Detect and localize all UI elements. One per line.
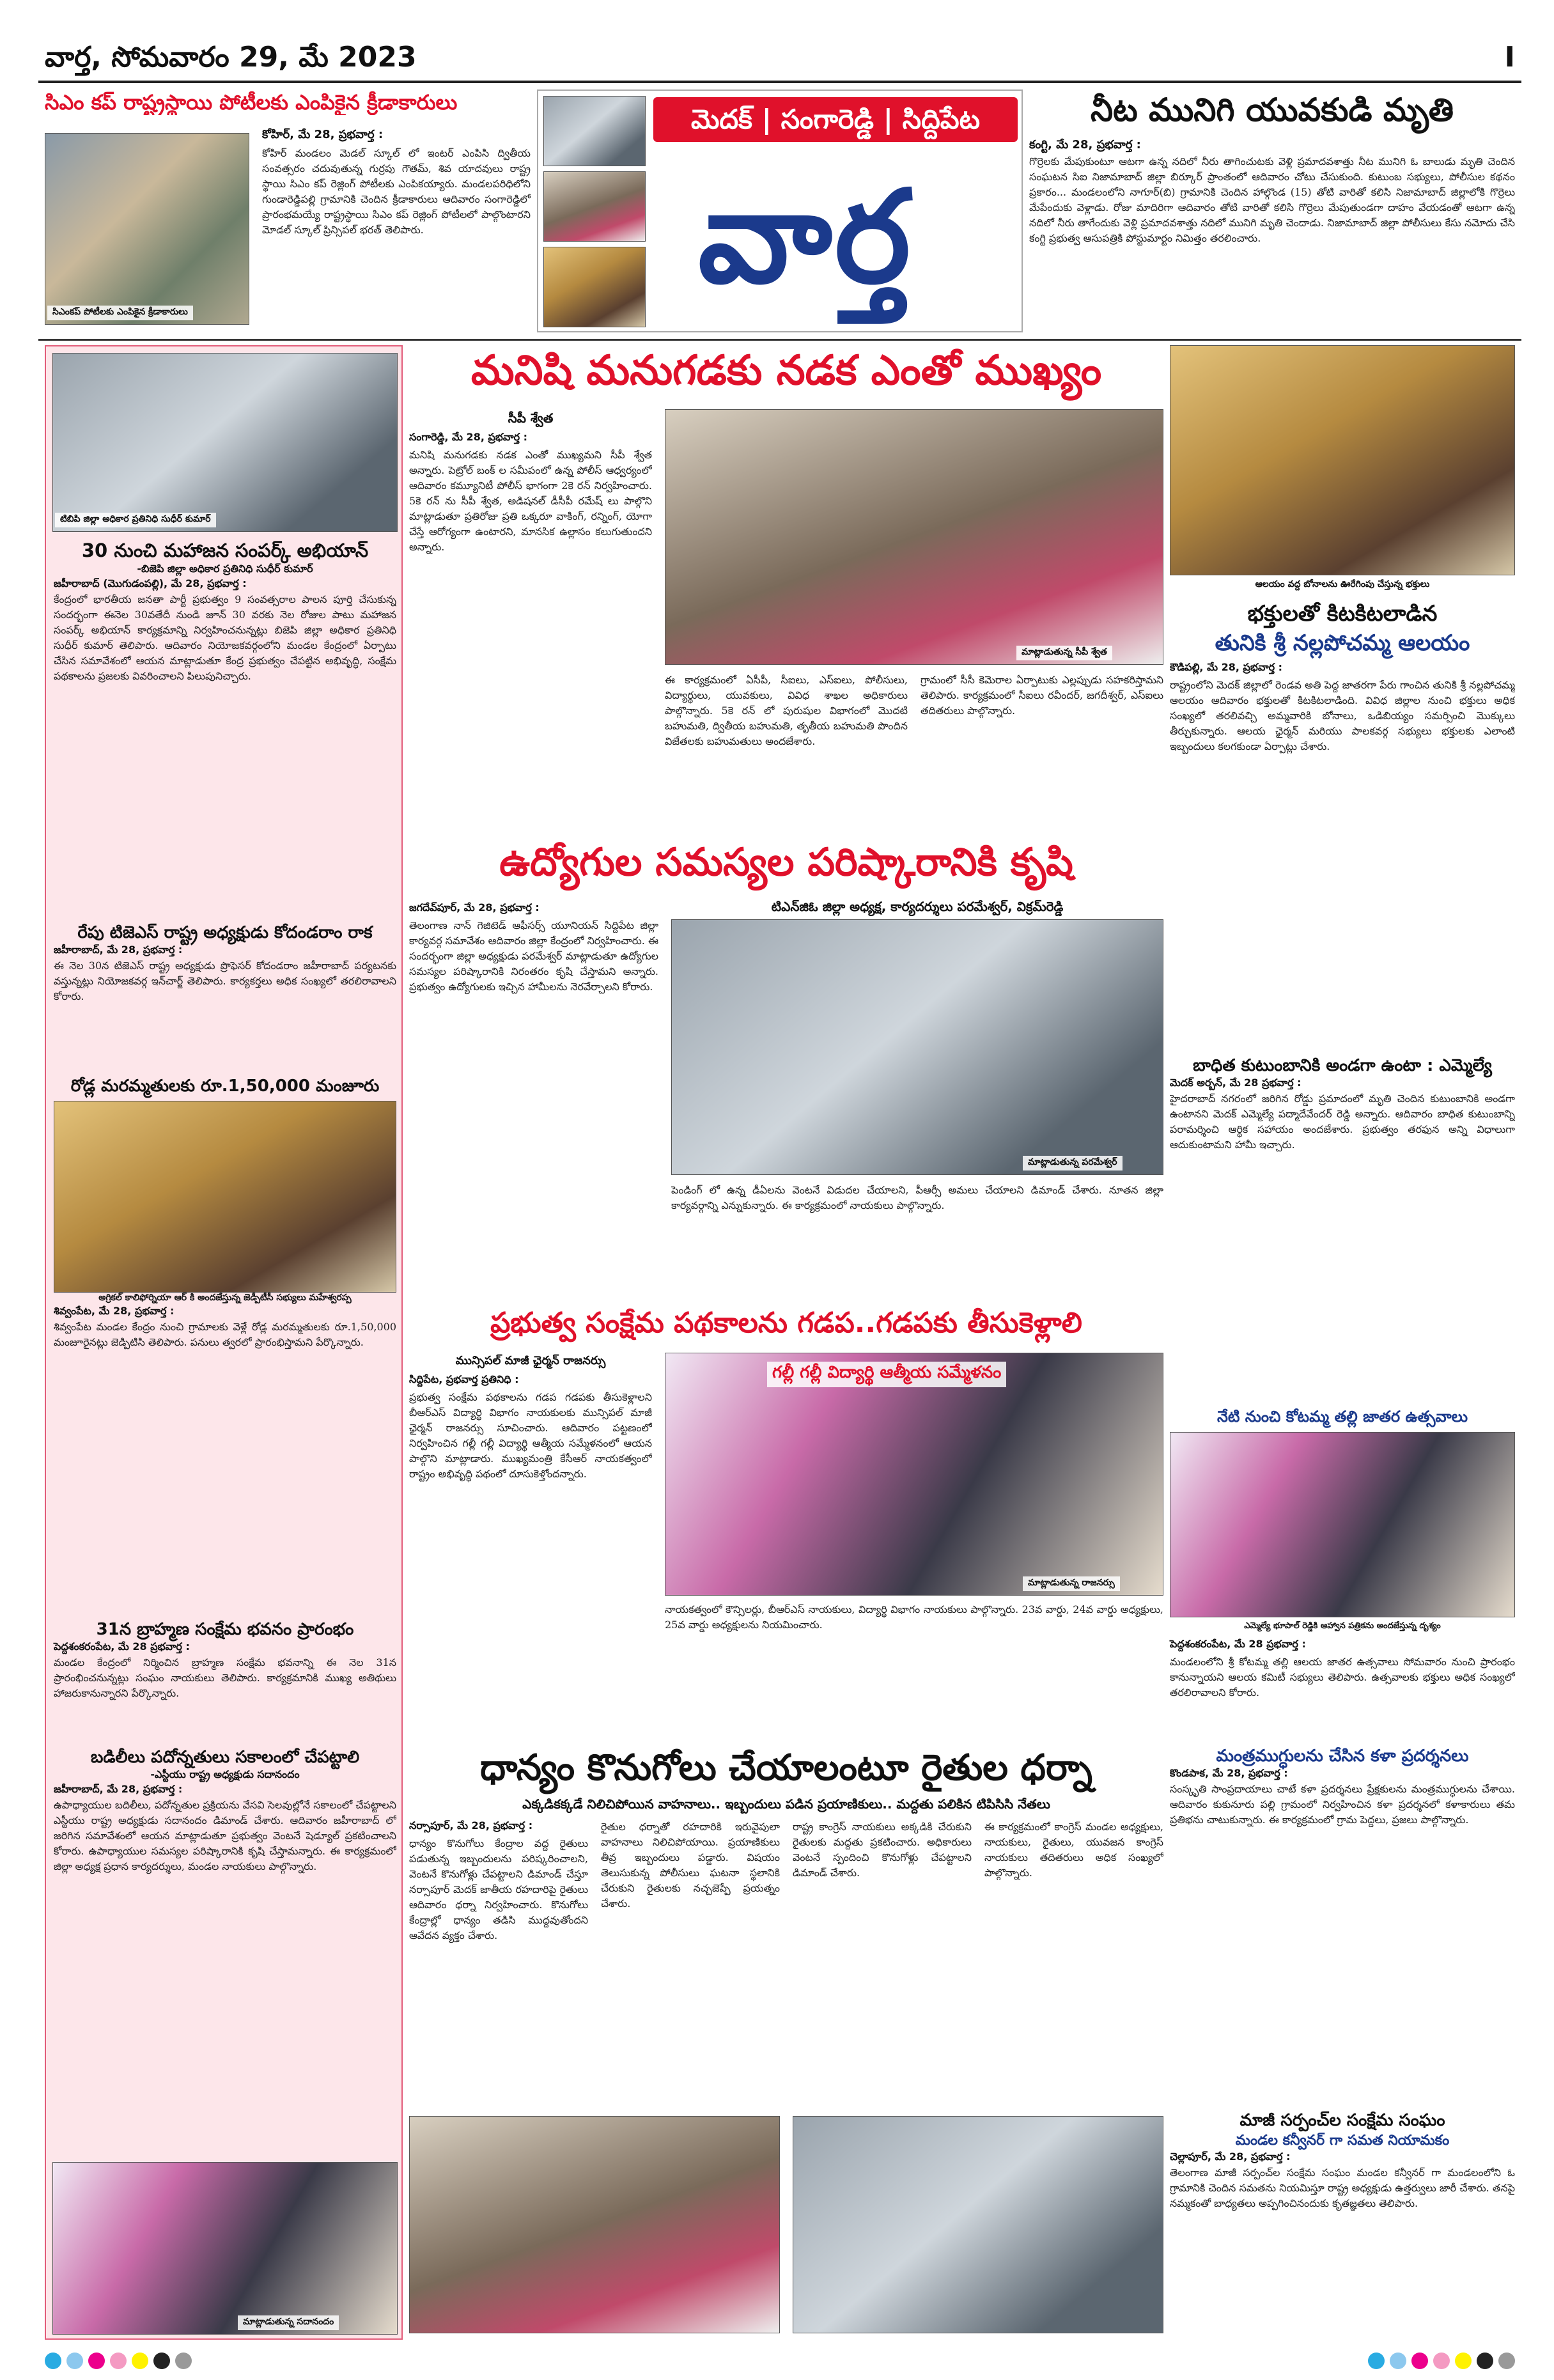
- headline: మనిషి మనుగడకు నడక ఎంతో ముఖ్యం: [470, 347, 1102, 394]
- dharna-photo-2: [793, 2116, 1163, 2333]
- article-brahmana: [54, 1619, 396, 1745]
- date-line: వార్త, సోమవారం 29, మే 2023: [45, 41, 417, 74]
- dateline: కొండపాక, మే 28, ప్రభవార్త :: [1170, 1767, 1288, 1779]
- subheadline: మండల కన్వీనర్ గా సమత నియామకం: [1235, 2133, 1450, 2149]
- dateline: సంగారెడ్డి, మే 28, ప్రభవార్త :: [409, 431, 528, 443]
- headline: ఉద్యోగుల సమస్యల పరిష్కారానికి కృషి: [499, 840, 1073, 885]
- headline: మాజీ సర్పంచ్‌ల సంక్షేమ సంఘం: [1239, 2111, 1445, 2130]
- body-col-2: రైతుల ధర్నాతో రహదారికి ఇరువైపులా వాహనాలు నిలిచిపోయాయి. ప్రయాణికులు తీవ్ర ఇబ్బందులు పడ్డారు. విషయం తెలుసుకున్న పోలీసులు ఘటనా స్థలానికి చేరుకుని రైతులకు నచ్చజెప్పే ప్రయత్నం చేశారు.: [601, 1821, 780, 1909]
- photo-caption: సిఎంకప్ పోటీలకు ఎంపికైన క్రీడాకారులు: [47, 306, 193, 320]
- registration-dot: [1477, 2353, 1493, 2369]
- body: హైదరాబాద్ నగరంలో జరిగిన రోడ్డు ప్రమాదంలో మృతి చెందిన కుటుంబానికి అండగా ఉంటానని మెదక్ ఎమ్మెల్యే పద్మాదేవేందర్ రెడ్డి అన్నారు. ఆదివారం బాధిత కుటుంబాన్ని పరామర్శించి ఆర్థిక సహాయం అందజేశారు. ప్రభుత్వం తరఫున అన్ని విధాలుగా ఆదుకుంటామని హామీ ఇచ్చారు.: [1170, 1093, 1515, 1151]
- photo-banner: గల్లీ గల్లీ విద్యార్థి ఆత్మీయ సమ్మేళనం: [767, 1362, 1006, 1387]
- body: శివ్వంపేట మండల కేంద్రం నుంచి గ్రామాలకు వెళ్లే రోడ్ల మరమ్మతులకు రూ.1,50,000 మంజూరైనట్లు జెడ్పిటిసి తెలిపారు. పనులు త్వరలో ప్రారంభిస్తామని పేర్కొన్నారు.: [54, 1321, 396, 1348]
- dateline: సిద్దిపేట, ప్రభవార్త ప్రతినిధి :: [409, 1373, 519, 1385]
- photo-caption: టిబిపి జిల్లా అధికార ప్రతినిధి సుధీర్ కుమార్: [55, 513, 216, 527]
- body-col-2: నాయకత్వంలో కౌన్సిలర్లు, బీఆర్ఎస్ నాయకులు, విద్యార్థి విభాగం నాయకులు పాల్గొన్నారు. 23వ వార్డు, 24వ వార్డు అధ్యక్షులు, 25వ వార్డు అధ్యక్షులను నియమించారు.: [665, 1603, 1163, 1631]
- headline: నేటి నుంచి కోటమ్మ తల్లి జాతర ఉత్సవాలు: [1216, 1408, 1468, 1426]
- photo-caption: మాట్లాడుతున్న సీపీ శ్వేత: [1016, 646, 1112, 660]
- body: మండల కేంద్రంలో నిర్మించిన బ్రాహ్మణ సంక్షేమ భవనాన్ని ఈ నెల 31న ప్రారంభించనున్నట్లు సంఘం నాయకులు తెలిపారు. కార్యక్రమానికి ముఖ్య అతిథులు హాజరుకానున్నారని పేర్కొన్నారు.: [54, 1656, 396, 1699]
- body: మండలంలోని శ్రీ కోటమ్మ తల్లి ఆలయ జాతర ఉత్సవాలు సోమవారం నుంచి ప్రారంభం కానున్నాయని ఆలయ కమిటీ సభ్యులు తెలిపారు. ఉత్సవాలకు భక్తులు అధిక సంఖ్యలో తరలిరావాలని కోరారు.: [1170, 1656, 1515, 1699]
- employees-photo: [671, 919, 1163, 1175]
- koumamma-photo: [1170, 1432, 1515, 1617]
- article-arts: [1170, 1745, 1515, 2103]
- photo-caption: ఎమ్మెల్యే భూపాల్ రెడ్డికి ఆహ్వాన పత్రికను అందజేస్తున్న దృశ్యం: [1244, 1621, 1441, 1631]
- article-sarpanch: [1170, 2110, 1515, 2340]
- registration-dot: [1411, 2353, 1428, 2369]
- registration-dot: [1498, 2353, 1515, 2369]
- left-column: [45, 345, 403, 2340]
- subheadline: -బిజెపి జిల్లా అధికార ప్రతినిధి సుధీర్ కుమార్: [137, 563, 313, 575]
- dateline: జహీరాబాద్, మే 28, ప్రభవార్త :: [54, 1783, 183, 1795]
- body-col-1: తెలంగాణ నాన్ గెజిటెడ్ ఆఫీసర్స్ యూనియన్ సిద్దిపేట జిల్లా కార్యవర్గ సమావేశం ఆదివారం జిల్లా కేంద్రంలో నిర్వహించారు. ఈ సందర్భంగా జిల్లా అధ్యక్షుడు పరమేశ్వర్ మాట్లాడుతూ ఉద్యోగుల సమస్యల పరిష్కారానికి నిరంతరం కృషి చేస్తామని అన్నారు. ప్రభుత్వం ఉద్యోగులకు ఇచ్చిన హామీలను నెరవేర్చాలని కోరారు.: [409, 919, 658, 993]
- body-col-1: ధాన్యం కొనుగోలు కేంద్రాల వద్ద రైతులు పడుతున్న ఇబ్బందులను పరిష్కరించాలని, వెంటనే కొనుగోళ్లు చేపట్టాలని డిమాండ్ చేస్తూ నర్సాపూర్ మెదక్ జాతీయ రహదారిపై రైతులు ఆదివారం ధర్నా నిర్వహించారు. కొనుగోలు కేంద్రాల్లో ధాన్యం తడిసి ముద్దవుతోందని ఆవేదన వ్యక్తం చేశారు.: [409, 1837, 588, 1941]
- photo-tag: టిఎన్‌జిఓ జిల్లా అధ్యక్ష, కార్యదర్శులు పరమేశ్వర్, విక్రమ్‌రెడ్డి: [771, 899, 1064, 914]
- registration-dot: [175, 2353, 192, 2369]
- subheadline: ఎక్కడికక్కడే నిలిచిపోయిన వాహనాలు.. ఇబ్బందులు పడిన ప్రయాణికులు.. మద్దతు పలికిన టిపిసిసి నేతలు: [522, 1796, 1050, 1812]
- dalit-photo: [52, 2162, 398, 2335]
- article-mla: [1170, 1055, 1515, 1400]
- photo-caption: మాట్లాడుతున్న రాజనర్సు: [1023, 1576, 1120, 1591]
- walk-photo: [665, 409, 1163, 665]
- dateline: చెల్లాపూర్, మే 28, ప్రభవార్త :: [1170, 2151, 1291, 2163]
- body-col-2: పెండింగ్ లో ఉన్న డీఏలను వెంటనే విడుదల చేయాలని, పీఆర్సీ అమలు చేయాలని డిమాండ్ చేశారు. నూతన జిల్లా కార్యవర్గాన్ని ఎన్నుకున్నారు. ఈ కార్యక్రమంలో నాయకులు పాల్గొన్నారు.: [671, 1184, 1163, 1211]
- headline: రోడ్ల మరమ్మతులకు రూ.1,50,000 మంజూరు: [70, 1077, 380, 1096]
- body-col-2: ఈ కార్యక్రమంలో ఏసీపీ, సీఐలు, ఎస్ఐలు, పోలీసులు, విద్యార్థులు, యువకులు, వివిధ శాఖల అధికారులు పాల్గొన్నారు. 5కె రన్ లో పురుషుల విభాగంలో మొదటి బహుమతి, ద్వితీయ బహుమతి, తృతీయ బహుమతి పొందిన విజేతలకు బహుమతులు అందజేశారు.: [665, 674, 908, 747]
- body: రాష్ట్రంలోని మెదక్ జిల్లాలో రెండవ అతి పెద్ద జాతరగా పేరు గాంచిన తునికి శ్రీ నల్లపోచమ్మ ఆలయం ఆదివారం భక్తులతో కిటకిటలాడింది. వివిధ జిల్లాల నుంచి భక్తులు అధిక సంఖ్యలో తరలివచ్చి అమ్మవారికి బోనాలు, ఒడిబియ్యం సమర్పించి మొక్కులు తీర్చుకున్నారు. ఆలయ ఛైర్మన్ మరియు పాలకవర్గ సభ్యులు భక్తులకు ఎలాంటి ఇబ్బందులు కలగకుండా ఏర్పాట్లు చేశారు.: [1170, 679, 1515, 752]
- headline: 30 నుంచి మహాజన సంపర్క్ అభియాన్: [81, 540, 369, 561]
- body-col-1: ప్రభుత్వ సంక్షేమ పథకాలను గడప గడపకు తీసుకెళ్లాలని బీఆర్ఎస్ విద్యార్థి విభాగం నాయకులకు మున్సిపల్ మాజీ ఛైర్మన్ రాజనర్సు సూచించారు. ఆదివారం పట్టణంలో నిర్వహించిన గల్లీ గల్లీ విద్యార్థి ఆత్మీయ సమ్మేళనంలో ఆయన పాల్గొని మాట్లాడారు. ముఖ్యమంత్రి కేసీఆర్ నాయకత్వంలో రాష్ట్రం అభివృద్ధి పథంలో దూసుకెళ్తోందన్నారు.: [409, 1391, 652, 1480]
- landmark-photo-1: [543, 96, 646, 166]
- photo-caption: అగ్రికల్ కాలిఫోర్నియా ఆర్ కి అందజేస్తున్న జెడ్పీటీసీ సభ్యులు మహేశ్వరప్ప: [98, 1293, 352, 1303]
- photo-caption: మాట్లాడుతున్న పరమేశ్వర్: [1023, 1156, 1123, 1171]
- registration-dot: [132, 2353, 148, 2369]
- page-number: I: [1504, 41, 1515, 74]
- registration-dot: [1455, 2353, 1472, 2369]
- headline: మంత్రముగ్ధులను చేసిన కళా ప్రదర్శనలు: [1216, 1746, 1469, 1766]
- registration-dot: [110, 2353, 127, 2369]
- divider: [38, 339, 1521, 341]
- dateline: పెద్దశంకరంపేట, మే 28 ప్రభవార్త :: [1170, 1638, 1306, 1650]
- dateline: పెద్దశంకరంపేట, మే 28 ప్రభవార్త :: [54, 1640, 190, 1653]
- registration-dot: [153, 2353, 170, 2369]
- article-walk: [409, 345, 1163, 831]
- dateline: కౌడిపల్లి, మే 28, ప్రభవార్త :: [1170, 661, 1283, 673]
- photo-caption: ఆలయం వద్ద బోనాలను ఊరేగింపు చేస్తున్న భక్తులు: [1255, 579, 1430, 589]
- article-dalit: [54, 1746, 396, 2143]
- welfare-photo: [665, 1353, 1163, 1596]
- page-header: [38, 38, 1521, 83]
- headline: ప్రభుత్వ సంక్షేమ పథకాలను గడప..గడపకు తీసుకెళ్లాలి: [490, 1307, 1082, 1339]
- article-employees: [409, 837, 1163, 1298]
- body-col-4: ఈ కార్యక్రమంలో కాంగ్రెస్ మండల అధ్యక్షులు, నాయకులు, రైతులు, యువజన కాంగ్రెస్ నాయకులు తదితరులు అధిక సంఖ్యలో పాల్గొన్నారు.: [984, 1821, 1163, 1879]
- players-photo: [45, 133, 249, 325]
- registration-dot: [1368, 2353, 1385, 2369]
- dharna-photo-1: [409, 2116, 780, 2333]
- registration-dot: [1433, 2353, 1450, 2369]
- article-temple: [1170, 345, 1515, 1048]
- byline: సీపీ శ్వేత: [508, 410, 554, 426]
- registration-dot: [88, 2353, 105, 2369]
- dateline: జహీరాబాద్, మే 28, ప్రభవార్త :: [54, 944, 183, 956]
- photo-caption: మాట్లాడుతున్న సదానందం: [238, 2315, 339, 2330]
- byline: మున్సిపల్ మాజీ ఛైర్మన్ రాజనర్సు: [455, 1354, 606, 1367]
- body-col-3: రాష్ట్ర కాంగ్రెస్ నాయకులు అక్కడికి చేరుకుని రైతులకు మద్దతు ప్రకటించారు. అధికారులు వెంటనే స్పందించి కొనుగోళ్లు చేపట్టాలని డిమాండ్ చేశారు.: [793, 1821, 972, 1879]
- body: ఈ నెల 30న టిజెఎస్ రాష్ట్ర అధ్యక్షుడు ప్రొఫెసర్ కోదండరాం జహీరాబాద్ పర్యటనకు వస్తున్నట్లు నియోజకవర్గ ఇన్‌చార్జ్ తెలిపారు. కార్యకర్తలు అధిక సంఖ్యలో తరలిరావాలని కోరారు.: [54, 960, 396, 1002]
- headline: 31న బ్రాహ్మణ సంక్షేమ భవనం ప్రారంభం: [96, 1620, 354, 1639]
- article-cm-cup: [45, 89, 531, 332]
- article-koumamma: [1170, 1406, 1515, 1739]
- body: కోహిర్ మండలం మెడల్ స్కూల్ లో ఇంటర్ ఎంపిసి ద్వితీయ సంవత్సరం చదువుతున్న గుర్రపు గౌతమ్, శివ యాదవులు రాష్ట్ర స్థాయి సిఎం కప్ రెజ్లింగ్ పోటీలకు ఎంపికయ్యారు. మండలపరిధిలోని గుండారెడ్డిపల్లి గ్రామానికి చెందిన క్రీడాకారులు ఆదివారం సంగారెడ్డిలో ప్రారంభమయ్యే రాష్ట్రస్థాయి సిఎం కప్ రెజ్లింగ్ పోటీలలో పాల్గొంటారని మోడల్ స్కూల్ ప్రిన్సిపల్ భరత్ తెలిపారు.: [262, 147, 531, 236]
- masthead-logo: [537, 89, 1023, 332]
- body: కేంద్రంలో భారతీయ జనతా పార్టీ ప్రభుత్వం 9 సంవత్సరాల పాలన పూర్తి చేసుకున్న సందర్భంగా ఈనెల 30వతేదీ నుండి జూన్ 30 వరకు నెల రోజుల పాటు మహాజన సంపర్క్ అభియాన్ కార్యక్రమాన్ని నిర్వహించనున్నట్లు బిజెపి జిల్లా అధికార ప్రతినిధి సుధీర్ కుమార్ తెలిపారు. ఆదివారం నియోజకవర్గంలోని మండల కేంద్రంలో ఏర్పాటు చేసిన సమావేశంలో ఆయన మాట్లాడుతూ కేంద్ర ప్రభుత్వం చేపట్టిన అభివృద్ధి, సంక్షేమ పథకాలను ప్రజలకు వివరించాలని పిలుపునిచ్చారు.: [54, 593, 396, 682]
- body: గొర్రెలకు మేపుకుంటూ ఆటగా ఉన్న నదిలో నీరు తాగించుటకు వెళ్లి ప్రమాదవశాత్తు నీట మునిగి ఓ బాలుడు మృతి చెందిన సంఘటన సిఐ నిజామాబాద్ జిల్లా బిర్కూర్ ప్రాంతంలో ఆదివారం చోటు చేసుకుంది. కుటుంబ సభ్యులు, పోలీసుల కథనం ప్రకారం... మండలంలోని నాగూర్(బి) గ్రామానికి చెందిన హాల్గొండ (15) తోటి వారితో కలిసి నిజామాబాద్ జిల్లాలోకి గొర్రెలు మేపేందుకు వెళ్లాడు. రోజు మాదిరిగా ఆదివారం తోటి వారితో కలిసి గొర్రెలు మేపుతుండగా దాహం వేయడంతో ఆటగా ఉన్న నదిలో నీరు తాగేందుకు వెళ్లి ప్రమాదవశాత్తు నదిలో మునిగి మృతి చెందాడు. నిజామాబాద్ జిల్లా పోలీసులు కేసు నమోదు చేసి కంగ్టి ప్రభుత్వ ఆసుపత్రికి పోస్టుమార్టం నిమిత్తం తరలించారు.: [1029, 155, 1515, 244]
- mahajan-photo: [52, 353, 398, 532]
- article-roads: [54, 1075, 396, 1543]
- headline: సిఎం కప్ రాష్ట్రస్థాయి పోటీలకు ఎంపికైన క్రీడాకారులు: [45, 90, 458, 114]
- dateline: నర్సాపూర్, మే 28, ప్రభవార్త :: [409, 1819, 533, 1832]
- headline: భక్తులతో కిటకిటలాడిన: [1247, 601, 1438, 626]
- registration-dot: [1390, 2353, 1406, 2369]
- subheadline: తునికి శ్రీ నల్లపోచమ్మ ఆలయం: [1215, 630, 1470, 656]
- landmark-photo-2: [543, 171, 646, 242]
- body: తెలంగాణ మాజీ సర్పంచ్‌ల సంక్షేమ సంఘం మండల కన్వీనర్ గా మండలంలోని ఓ గ్రామానికి చెందిన సమతను నియమిస్తూ రాష్ట్ర అధ్యక్షుడు ఉత్తర్వులు జారీ చేశారు. తనపై నమ్మకంతో బాధ్యతలు అప్పగించినందుకు కృతజ్ఞతలు తెలిపారు.: [1170, 2166, 1515, 2209]
- body: ఉపాధ్యాయుల బదిలీలు, పదోన్నతుల ప్రక్రియను వేసవి సెలవుల్లోనే సకాలంలో చేపట్టాలని ఎస్టీయు రాష్ట్ర అధ్యక్షుడు సదానందం డిమాండ్ చేశారు. ఆదివారం జహీరాబాద్ లో జరిగిన సమావేశంలో ఆయన మాట్లాడుతూ ప్రభుత్వం వెంటనే షెడ్యూల్ ప్రకటించాలని కోరారు. ఉపాధ్యాయుల సమస్యల పరిష్కారానికి కృషి చేస్తామన్నారు. ఈ కార్యక్రమంలో జిల్లా అధ్యక్ష ప్రధాన కార్యదర్శులు, మండల నాయకులు పాల్గొన్నారు.: [54, 1799, 396, 1872]
- headline: నీట మునిగి యువకుడి మృతి: [1091, 91, 1454, 128]
- body-col-3: గ్రామంలో సీసీ కెమెరాల ఏర్పాటుకు ఎల్లప్పుడు సహకరిస్తామని తెలిపారు. కార్యక్రమంలో సీఐలు రవీందర్, జగదీశ్వర్, ఎస్ఐలు తదితరులు పాల్గొన్నారు.: [921, 674, 1163, 717]
- subheadline: -ఎస్టీయు రాష్ట్ర అధ్యక్షుడు సదానందం: [150, 1768, 300, 1780]
- article-mahajan: [54, 538, 396, 860]
- dateline: జహీరాబాద్ (మొగుడంపల్లి), మే 28, ప్రభవార్త :: [54, 577, 247, 589]
- dateline: జగదేవ్‌పూర్, మే 28, ప్రభవార్త :: [409, 901, 540, 914]
- temple-photo: [1170, 345, 1515, 575]
- article-drowning: [1029, 89, 1515, 332]
- dateline: శివ్వంపేట, మే 28, ప్రభవార్త :: [54, 1305, 175, 1317]
- district-strip: మెదక్ | సంగారెడ్డి | సిద్దిపేట: [653, 97, 1018, 142]
- dateline: కోహిర్, మే 28, ప్రభవార్త :: [262, 128, 384, 141]
- footer-color-bar: [38, 2353, 1521, 2372]
- wordmark: వార్త: [698, 163, 913, 312]
- body: సంస్కృతి సాంప్రదాయాలు చాటే కళా ప్రదర్శనలు ప్రేక్షకులను మంత్రముగ్ధులను చేశాయి. ఆదివారం కుకునూరు పల్లి గ్రామంలో నిర్వహించిన కళా ప్రదర్శనలో కళాకారులు తమ ప్రతిభను చాటుకున్నారు. ఈ కార్యక్రమంలో గ్రామ పెద్దలు, ప్రజలు పాల్గొన్నారు.: [1170, 1783, 1515, 1826]
- body-col-1: మనిషి మనుగడకు నడక ఎంతో ముఖ్యమని సీపీ శ్వేత అన్నారు. పెట్రోల్ బంక్ ల సమీపంలో ఉన్న పోలీస్ ఆధ్వర్యంలో ఆదివారం కమ్యూనిటీ పోలీస్ భాగంగా 2కె రన్ నిర్వహించారు. 5కె రన్ ను సీపీ శ్వేత, అడిషనల్ డీసీపీ రమేష్ లు పాల్గొని మాట్లాడుతూ ప్రతిరోజు ప్రతి ఒక్కరూ వాకింగ్, రన్నింగ్, యోగా చేస్తే ఆరోగ్యంగా ఉంటారని, మానసిక ఉల్లాసం కలుగుతుందని అన్నారు.: [409, 449, 652, 553]
- registration-dot: [66, 2353, 83, 2369]
- headline: ధాన్యం కొనుగోలు చేయాలంటూ రైతుల ధర్నా: [480, 1747, 1092, 1789]
- article-welfare: [409, 1304, 1163, 1739]
- registration-dot: [45, 2353, 61, 2369]
- headline: రేపు టిజెఎస్ రాష్ట్ర అధ్యక్షుడు కోదండరాం రాక: [77, 923, 373, 942]
- headline: బడిలీలు పదోన్నతులు సకాలంలో చేపట్టాలి: [90, 1748, 360, 1767]
- dateline: కంగ్టి, మే 28, ప్రభవార్త :: [1029, 138, 1141, 152]
- headline: బాధిత కుటుంబానికి అండగా ఉంటా : ఎమ్మెల్యే: [1193, 1056, 1492, 1075]
- dateline: మెదక్ అర్బన్, మే 28 ప్రభవార్త :: [1170, 1077, 1301, 1089]
- roads-photo: [54, 1101, 396, 1293]
- article-dharna: [409, 1745, 1163, 2340]
- article-kodandaram: [54, 922, 396, 1080]
- landmark-photo-3: [543, 247, 646, 327]
